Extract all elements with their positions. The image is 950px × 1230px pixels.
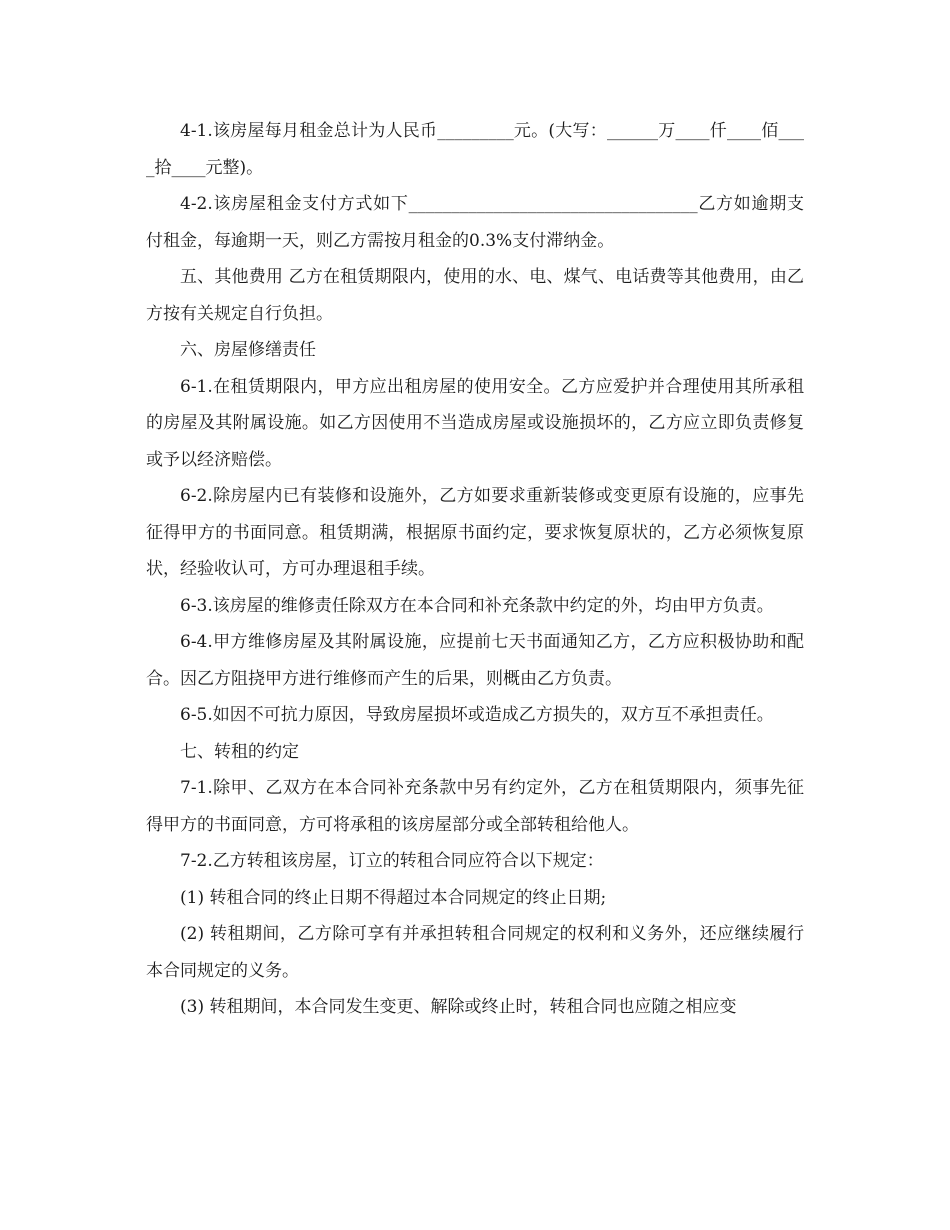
clause-7-2-item-1: (1) 转租合同的终止日期不得超过本合同规定的终止日期; bbox=[180, 887, 607, 908]
clause-7-2-item-3: (3) 转租期间，本合同发生变更、解除或终止时，转租合同也应随之相应变 bbox=[180, 997, 737, 1017]
clause-4-1-rent-amount: 4-1.该房屋每月租金总计为人民币_________元。(大写：______万____仟____佰____拾____元整)。 bbox=[146, 121, 804, 178]
section-5-other-fees: 五、其他费用 乙方在租赁期限内，使用的水、电、煤气、电话费等其他费用，由乙方按有关规定自行负担。 bbox=[146, 267, 804, 324]
clause-6-3: 6-3.该房屋的维修责任除双方在本合同和补充条款中约定的外，均由甲方负责。 bbox=[180, 595, 774, 616]
clause-6-5: 6-5.如因不可抗力原因，导致房屋损坏或造成乙方损失的，双方互不承担责任。 bbox=[180, 705, 774, 725]
section-7-heading: 七、转租的约定 bbox=[180, 741, 299, 762]
clause-7-1: 7-1.除甲、乙双方在本合同补充条款中另有约定外，乙方在租赁期限内，须事先征得甲方的书面同意，方可将承租的该房屋部分或全部转租给他人。 bbox=[146, 778, 804, 835]
clause-4-2-payment-method: 4-2.该房屋租金支付方式如下__________________________________乙方如逾期支付租金，每逾期一天，则乙方需按月租金的0.3%支付滞纳金。 bbox=[146, 194, 804, 251]
clause-6-1: 6-1.在租赁期限内，甲方应出租房屋的使用安全。乙方应爱护并合理使用其所承租的房屋及其附属设施。如乙方因使用不当造成房屋或设施损坏的，乙方应立即负责修复或予以经济赔偿。 bbox=[146, 376, 804, 470]
clause-7-2: 7-2.乙方转租该房屋，订立的转租合同应符合以下规定： bbox=[180, 851, 604, 871]
clause-6-4: 6-4.甲方维修房屋及其附属设施，应提前七天书面通知乙方，乙方应积极协助和配合。因乙方阻挠甲方进行维修而产生的后果，则概由乙方负责。 bbox=[146, 632, 804, 689]
document-body bbox=[146, 113, 804, 1026]
clause-6-2: 6-2.除房屋内已有装修和设施外，乙方如要求重新装修或变更原有设施的，应事先征得甲方的书面同意。租赁期满，根据原书面约定，要求恢复原状的，乙方必须恢复原状，经验收认可，方可办理退租手续。 bbox=[146, 486, 804, 579]
clause-7-2-item-2: (2) 转租期间，乙方除可享有并承担转租合同规定的权利和义务外，还应继续履行本合同规定的义务。 bbox=[146, 924, 804, 981]
section-6-heading: 六、房屋修缮责任 bbox=[180, 340, 316, 360]
